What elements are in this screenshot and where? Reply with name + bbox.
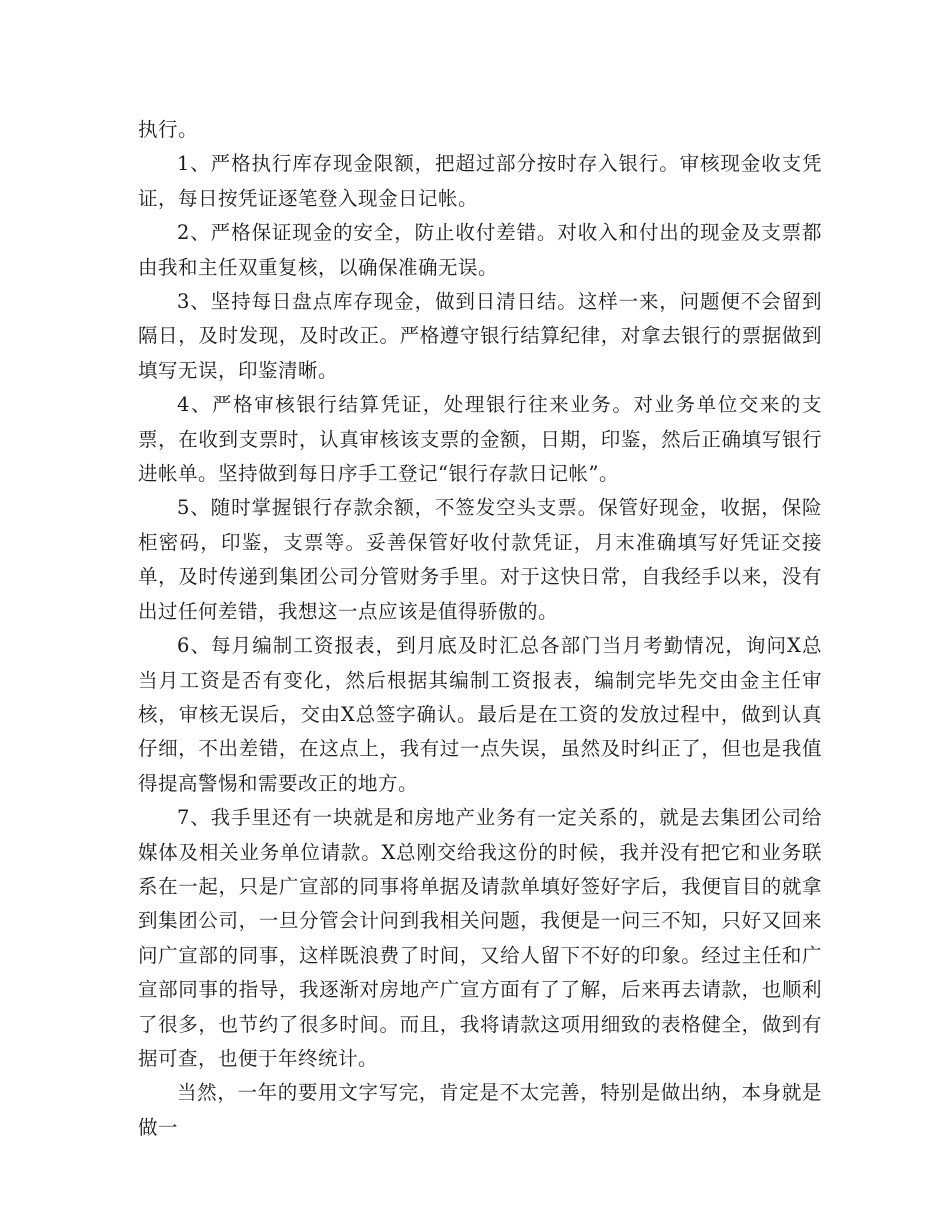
paragraph-closing: 当然，一年的要用文字写完，肯定是不太完善，特别是做出纳，本身就是做一: [138, 1081, 822, 1139]
paragraph-item-6: 6、每月编制工资报表，到月底及时汇总各部门当月考勤情况，询问X总当月工资是否有变化，然后根据其编制工资报表，编制完毕先交由金主任审核，审核无误后，交由X总签字确认。最后是在工资的发放过程中，做到认真仔细，不出差错，在这点上，我有过一点失误，虽然及时纠正了，但也是我值得提高警惕和需要改正的地方。: [138, 634, 822, 795]
paragraph-item-1: 1、严格执行库存现金限额，把超过部分按时存入银行。审核现金收支凭证，每日按凭证逐笔登入现金日记帐。: [138, 152, 822, 210]
paragraph-item-4: 4、严格审核银行结算凭证，处理银行往来业务。对业务单位交来的支票，在收到支票时，认真审核该支票的金额，日期，印鉴，然后正确填写银行进帐单。坚持做到每日序手工登记“银行存款日记帐”。: [138, 393, 822, 486]
paragraph-item-5: 5、随时掌握银行存款余额，不签发空头支票。保管好现金，收据，保险柜密码，印鉴，支票等。妥善保管好收付款凭证，月末准确填写好凭证交接单，及时传递到集团公司分管财务手里。对于这快日常，自我经手以来，没有出过任何差错，我想这一点应该是值得骄傲的。: [138, 496, 822, 623]
paragraph-item-3: 3、坚持每日盘点库存现金，做到日清日结。这样一来，问题便不会留到隔日，及时发现，及时改正。严格遵守银行结算纪律，对拿去银行的票据做到填写无误，印鉴清晰。: [138, 290, 822, 382]
paragraph-item-7: 7、我手里还有一块就是和房地产业务有一定关系的，就是去集团公司给媒体及相关业务单位请款。X总刚交给我这份的时候，我并没有把它和业务联系在一起，只是广宣部的同事将单据及请款单填好签好字后，我便盲目的就拿到集团公司，一旦分管会计问到我相关问题，我便是一问三不知，只好又回来问广宣部的同事，这样既浪费了时间，又给人留下不好的印象。经过主任和广宣部同事的指导，我逐渐对房地产广宣方面有了了解，后来再去请款，也顺利了很多，也节约了很多时间。而且，我将请款这项用细致的表格健全，做到有据可查，也便于年终统计。: [138, 806, 822, 1070]
paragraph-continuation: 执行。: [138, 118, 199, 141]
paragraph-item-2: 2、严格保证现金的安全，防止收付差错。对收入和付出的现金及支票都由我和主任双重复核，以确保准确无误。: [138, 221, 822, 279]
document-body: [138, 113, 822, 1145]
